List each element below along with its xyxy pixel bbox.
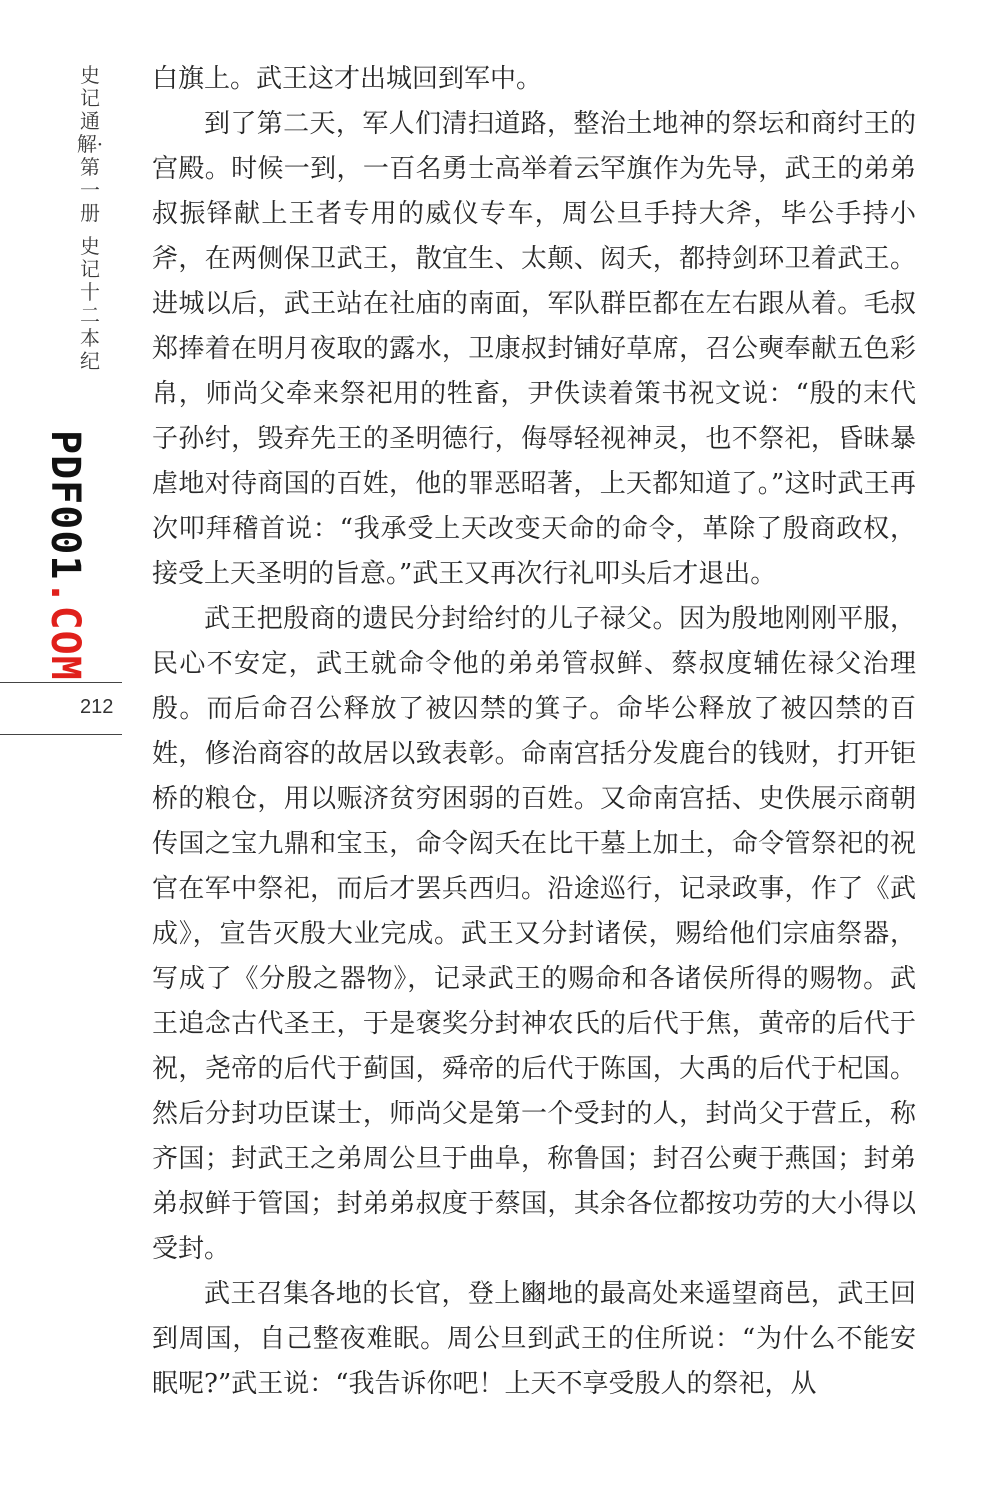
paragraph: 白旗上。武王这才出城回到军中。 xyxy=(152,64,543,94)
watermark xyxy=(42,430,88,681)
section-title: 史记十二本纪 xyxy=(80,234,100,373)
book-title: 史记通解·第一册 xyxy=(76,63,104,225)
paragraph: 武王把殷商的遗民分封给纣的儿子禄父。因为殷地刚刚平服，民心不安定，武王就命令他的弟弟管叔鲜、蔡叔度辅佐禄父治理殷。而后命召公释放了被囚禁的箕子。命毕公释放了被囚禁的百姓，修治商容的故居以致表彰。命南宫括分发鹿台的钱财，打开钜桥的粮仓，用以赈济贫穷困弱的百姓。又命南宫括、史佚展示商朝传国之宝九鼎和宝玉，命令闳夭在比干墓上加土，命令管祭祀的祝官在军中祭祀，而后才罢兵西归。沿途巡行，记录政事，作了《武成》，宣告灭殷大业完成。武王又分封诸侯，赐给他们宗庙祭器，写成了《分殷之器物》，记录武王的赐命和各诸侯所得的赐物。武王追念古代圣王，于是褒奖分封神农氏的后代于焦，黄帝的后代于祝，尧帝的后代于蓟国，舜帝的后代于陈国，大禹的后代于杞国。然后分封功臣谋士，师尚父是第一个受封的人，封尚父于营丘，称齐国；封武王之弟周公旦于曲阜，称鲁国；封召公奭于燕国；封弟弟叔鲜于管国；封弟弟叔度于蔡国，其余各位都按功劳的大小得以受封。 xyxy=(152,604,916,1264)
page-number: 212 xyxy=(80,696,114,718)
running-header-book-title xyxy=(76,64,104,373)
page-number-rule-top xyxy=(0,682,122,683)
page-number-rule-bottom xyxy=(0,734,122,735)
body-text xyxy=(152,57,916,1407)
watermark-text-black: PDF001 xyxy=(42,430,88,581)
paragraph: 到了第二天，军人们清扫道路，整治土地神的祭坛和商纣王的宫殿。时候一到，一百名勇士高举着云罕旗作为先导，武王的弟弟叔振铎献上王者专用的威仪专车，周公旦手持大斧，毕公手持小斧，在两侧保卫武王，散宜生、太颠、闳夭，都持剑环卫着武王。进城以后，武王站在社庙的南面，军队群臣都在左右跟从着。毛叔郑捧着在明月夜取的露水，卫康叔封铺好草席，召公奭奉献五色彩帛，师尚父牵来祭祀用的牲畜，尹佚读着策书祝文说：“殷的末代子孙纣，毁弃先王的圣明德行，侮辱轻视神灵，也不祭祀，昏昧暴虐地对待商国的百姓，他的罪恶昭著，上天都知道了。”这时武王再次叩拜稽首说：“我承受上天改变天命的命令，革除了殷商政权，接受上天圣明的旨意。”武王又再次行礼叩头后才退出。 xyxy=(152,109,916,589)
paragraph: 武王召集各地的长官，登上豳地的最高处来遥望商邑，武王回到周国，自己整夜难眠。周公旦到武王的住所说：“为什么不能安眠呢?”武王说：“我告诉你吧！上天不享受殷人的祭祀，从 xyxy=(152,1279,916,1399)
watermark-text-red: .COM xyxy=(42,580,88,681)
